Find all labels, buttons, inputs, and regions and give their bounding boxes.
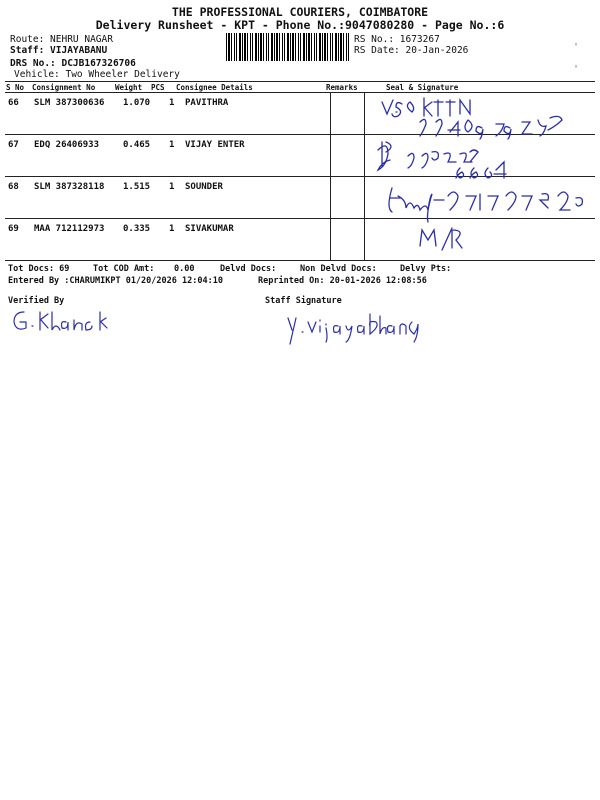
row-consignee: SOUNDER — [185, 182, 223, 192]
company-title: THE PROFESSIONAL COURIERS, COIMBATORE — [171, 5, 429, 19]
vehicle-label: Vehicle: Two Wheeler Delivery — [14, 69, 180, 80]
col-header-weight: Weight — [115, 83, 143, 92]
staff-label: Staff: VIJAYABANU — [10, 45, 108, 56]
row-consignee: VIJAY ENTER — [185, 140, 245, 150]
row-pcs: 1 — [169, 224, 175, 234]
total-cod-value: 0.00 — [174, 264, 195, 274]
non-delivered-docs: Non Delvd Docs: — [300, 264, 377, 274]
column-divider — [330, 92, 331, 260]
row-consignee: PAVITHRA — [185, 98, 229, 108]
staff-signature-label: Staff Signature — [265, 296, 342, 306]
delivered-docs: Delvd Docs: — [220, 264, 277, 274]
col-header-sno: S No — [6, 83, 25, 92]
rs-number: RS No.: 1673267 — [354, 34, 440, 45]
row-weight: 1.070 — [123, 98, 151, 108]
row-consignment: EDQ 26406933 — [34, 140, 100, 150]
table-top-line — [5, 81, 595, 82]
row-sno: 68 — [8, 182, 19, 192]
col-header-consignee: Consignee Details — [176, 83, 253, 92]
scan-mark: ' — [573, 64, 580, 75]
row-consignment: MAA 712112973 — [34, 224, 105, 234]
row-weight: 0.465 — [123, 140, 151, 150]
row-pcs: 1 — [169, 98, 175, 108]
route-label: Route: NEHRU NAGAR — [10, 34, 113, 45]
total-cod-label: Tot COD Amt: — [93, 264, 155, 274]
total-docs: Tot Docs: 69 — [8, 264, 70, 274]
row-consignee: SIVAKUMAR — [185, 224, 234, 234]
delivery-points: Delvy Pts: — [400, 264, 452, 274]
reprinted-on: Reprinted On: 20-01-2026 12:08:56 — [258, 276, 427, 286]
runsheet-subtitle: Delivery Runsheet - KPT - Phone No.:9047080280 - Page No.:6 — [95, 18, 505, 32]
drs-number: DRS No.: DCJB167326706 — [10, 58, 136, 69]
row-consignment: SLM 387300636 — [34, 98, 105, 108]
scan-mark: ' — [573, 42, 580, 53]
row-sno: 66 — [8, 98, 19, 108]
row-pcs: 1 — [169, 182, 175, 192]
col-header-consignment: Consignment No — [32, 83, 96, 92]
recipient-signatures — [372, 92, 592, 260]
rs-date: RS Date: 20-Jan-2026 — [354, 45, 469, 56]
row-pcs: 1 — [169, 140, 175, 150]
col-header-remarks: Remarks — [326, 83, 358, 92]
staff-signature — [282, 308, 442, 348]
row-weight: 0.335 — [123, 224, 151, 234]
verified-by-signature — [10, 306, 130, 336]
row-weight: 1.515 — [123, 182, 151, 192]
col-header-signature: Seal & Signature — [386, 83, 459, 92]
verified-by-label: Verified By — [8, 296, 65, 306]
column-divider — [364, 92, 365, 260]
barcode-image — [226, 33, 351, 61]
row-sno: 69 — [8, 224, 19, 234]
table-bottom-line — [5, 260, 595, 261]
row-consignment: SLM 387328118 — [34, 182, 105, 192]
col-header-pcs: PCS — [151, 83, 165, 92]
row-sno: 67 — [8, 140, 19, 150]
entered-by: Entered By :CHARUMIKPT 01/20/2026 12:04:10 — [8, 276, 223, 286]
